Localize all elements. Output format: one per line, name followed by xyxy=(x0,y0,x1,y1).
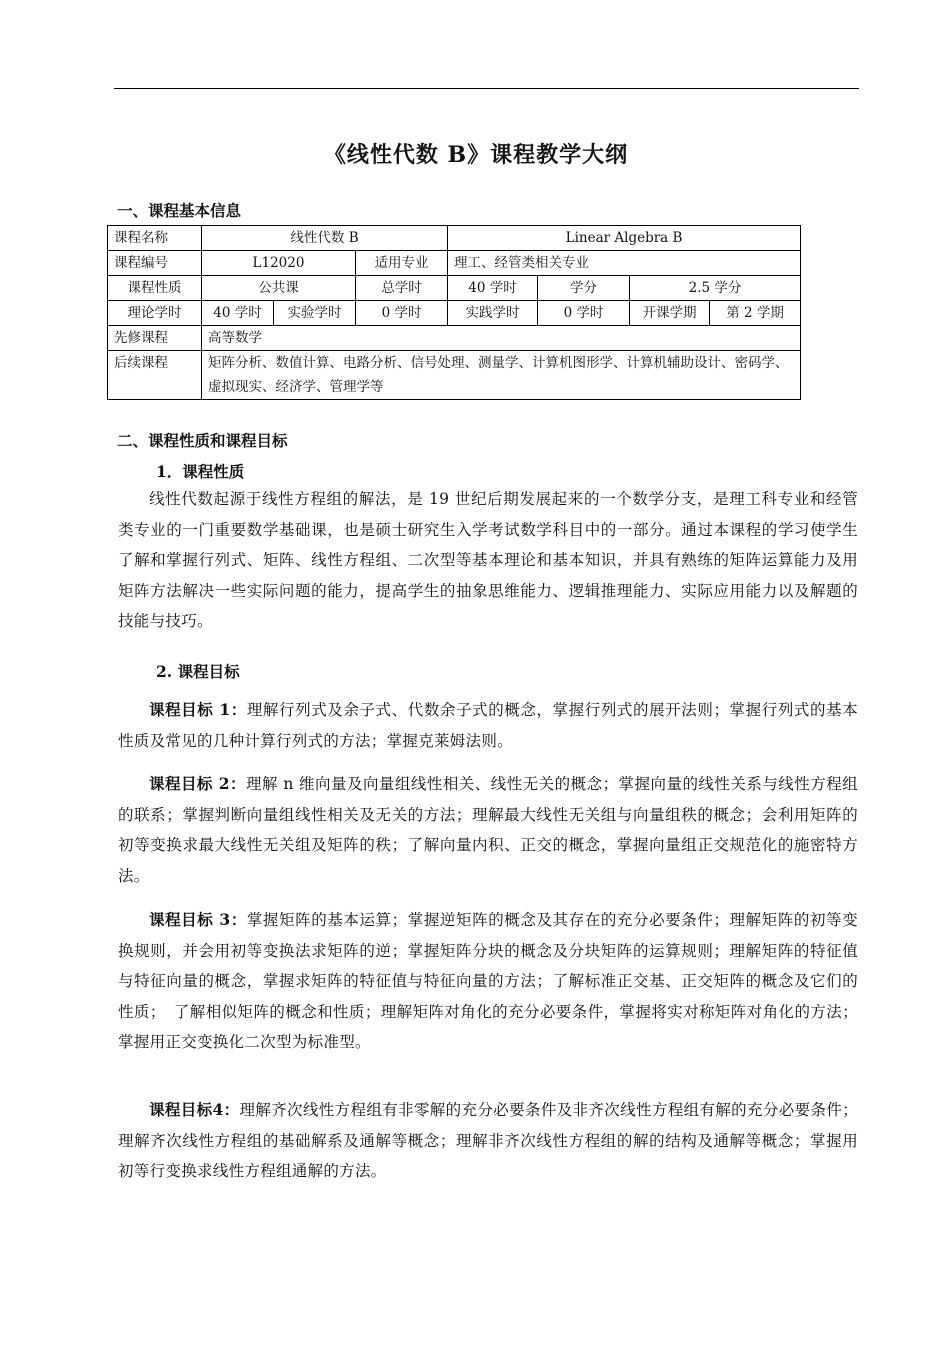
table-row xyxy=(108,301,801,326)
goal-3-paragraph xyxy=(118,905,858,1058)
table-cell: 线性代数 B xyxy=(202,226,448,251)
goal-text: 理解行列式及余子式、代数余子式的概念，掌握行列式的展开法则；掌握行列式的基本性质及常见的几种计算行列式的方法；掌握克莱姆法则。 xyxy=(118,701,858,750)
table-cell: 0 学时 xyxy=(356,301,448,326)
section-basic-info-heading: 一、课程基本信息 xyxy=(117,201,242,220)
section-nature-goals-heading: 二、课程性质和课程目标 xyxy=(117,431,288,450)
table-row xyxy=(108,226,801,251)
course-info-table xyxy=(107,225,801,400)
table-cell: 2.5 学分 xyxy=(630,276,801,301)
goal-text: 掌握矩阵的基本运算；掌握逆矩阵的概念及其存在的充分必要条件；理解矩阵的初等变换规则，并会用初等变换法求矩阵的逆；掌握矩阵分块的概念及分块矩阵的运算规则；理解矩阵的特征值与特征向量的概念，掌握求矩阵的特征值与特征向量的方法；了解标准正交基、正交矩阵的概念及它们的性质； 了解相似矩阵的概念和性质；理解矩阵对角化的充分必要条件，掌握将实对称矩阵对角化的方法；掌握用正交变换化二次型为标准型。 xyxy=(118,911,858,1051)
table-cell: 后续课程 xyxy=(108,351,202,400)
goal-4-paragraph xyxy=(118,1095,858,1187)
table-cell: 矩阵分析、数值计算、电路分析、信号处理、测量学、计算机图形学、计算机辅助设计、密码学、虚拟现实、经济学、管理学等 xyxy=(202,351,801,400)
goal-1-paragraph xyxy=(118,695,858,756)
table-cell: 开课学期 xyxy=(630,301,710,326)
table-cell: 公共课 xyxy=(202,276,356,301)
header-rule xyxy=(114,88,859,89)
goal-text: 理解 n 维向量及向量组线性相关、线性无关的概念；掌握向量的线性关系与线性方程组的联系；掌握判断向量组线性相关及无关的方法；理解最大线性无关组与向量组秩的概念；会利用矩阵的初等变换求最大线性无关组及矩阵的秩；了解向量内积、正交的概念，掌握向量组正交规范化的施密特方法。 xyxy=(118,775,858,885)
table-cell: 学分 xyxy=(538,276,630,301)
paragraph-text: 线性代数起源于线性方程组的解法，是 19 世纪后期发展起来的一个数学分支，是理工科专业和经管类专业的一门重要数学基础课，也是硕士研究生入学考试数学科目中的一部分。通过本课程的学习使学生了解和掌握行列式、矩阵、线性方程组、二次型等基本理论和基本知识，并具有熟练的矩阵运算能力及用矩阵方法解决一些实际问题的能力，提高学生的抽象思维能力、逻辑推理能力、实际应用能力以及解题的技能与技巧。 xyxy=(118,490,858,630)
goal-2-paragraph xyxy=(118,769,858,891)
table-row xyxy=(108,351,801,400)
goal-text: 理解齐次线性方程组有非零解的充分必要条件及非齐次线性方程组有解的充分必要条件；理解齐次线性方程组的基础解系及通解等概念；理解非齐次线性方程组的解的结构及通解等概念；掌握用初等行变换求线性方程组通解的方法。 xyxy=(118,1101,859,1180)
goal-label: 课程目标 2： xyxy=(149,774,247,793)
table-cell: 高等数学 xyxy=(202,326,801,351)
table-row xyxy=(108,251,801,276)
table-cell: 40 学时 xyxy=(448,276,538,301)
table-cell: 0 学时 xyxy=(538,301,630,326)
table-cell: 40 学时 xyxy=(202,301,274,326)
goal-label: 课程目标 3： xyxy=(149,910,247,929)
table-cell: 实验学时 xyxy=(274,301,356,326)
table-cell: 适用专业 xyxy=(356,251,448,276)
table-row xyxy=(108,276,801,301)
goal-label: 课程目标 1： xyxy=(149,700,247,719)
subsection-nature-heading: 1．课程性质 xyxy=(156,462,245,481)
table-cell: 总学时 xyxy=(356,276,448,301)
table-cell: 第 2 学期 xyxy=(710,301,801,326)
goal-label: 课程目标4： xyxy=(149,1100,240,1119)
table-row xyxy=(108,326,801,351)
table-cell: 课程性质 xyxy=(108,276,202,301)
page-title: 《线性代数 B》课程教学大纲 xyxy=(323,142,629,168)
table-cell: 课程编号 xyxy=(108,251,202,276)
table-cell: 先修课程 xyxy=(108,326,202,351)
table-cell: 实践学时 xyxy=(448,301,538,326)
table-cell: 理论学时 xyxy=(108,301,202,326)
subsection-goals-heading: 2. 课程目标 xyxy=(156,662,240,681)
course-nature-paragraph xyxy=(118,484,858,637)
table-cell: 课程名称 xyxy=(108,226,202,251)
table-cell: 理工、经管类相关专业 xyxy=(448,251,801,276)
table-cell: Linear Algebra B xyxy=(448,226,801,251)
table-cell: L12020 xyxy=(202,251,356,276)
